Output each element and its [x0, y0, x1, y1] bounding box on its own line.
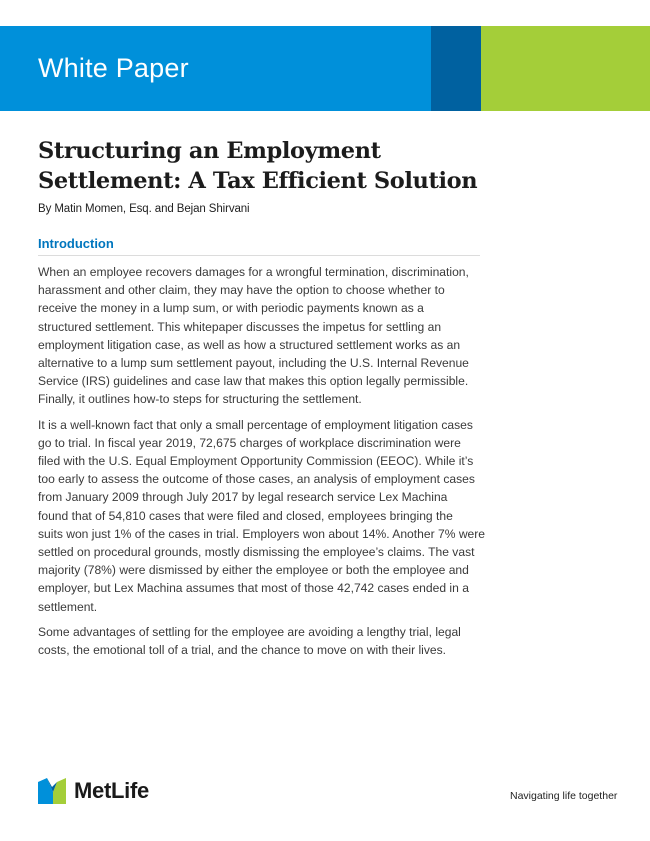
banner-accent-green: [481, 26, 650, 111]
paragraph-line: from January 2009 through July 2017 by legal research service Lex Machina: [38, 490, 448, 505]
document-title: [38, 136, 508, 196]
body-text: [38, 263, 486, 666]
paragraph-line: Some advantages of settling for the employee are avoiding a lengthy trial, legal: [38, 624, 461, 639]
paragraph-line: Service (IRS) guidelines and case law that makes this option legally permissible.: [38, 374, 469, 389]
paragraph-2: [38, 416, 486, 616]
metlife-logo-text: MetLife: [74, 778, 149, 803]
paragraph-line: too early to assess the outcome of those cases, an analysis of employment cases: [38, 472, 475, 487]
header-banner: [0, 26, 650, 111]
paragraph-line: employment litigation case, as well as how a structured settlement works as an: [38, 337, 461, 352]
paragraph-line: employer, but Lex Machina assumes that most of those 42,742 cases ended in a: [38, 581, 469, 596]
paragraph-3: [38, 623, 482, 659]
paragraph-line: When an employee recovers damages for a wrongful termination, discrimination,: [38, 265, 469, 279]
white-paper-label: White Paper: [38, 53, 189, 83]
paragraph-line: majority (78%) were dismissed by either the employee or both the employee and: [38, 563, 469, 578]
paragraph-line: filed with the U.S. Equal Employment Opportunity Commission (EEOC). While it’s: [38, 454, 474, 469]
paragraph-line: found that of 54,810 cases that were filed and closed, employees bringing the: [38, 508, 453, 523]
paragraph-line: go to trial. In fiscal year 2019, 72,675 charges of workplace discrimination were: [38, 435, 461, 450]
paragraph-line: receive the money in a lump sum, or with periodic payments known as a: [38, 301, 424, 316]
title-line-1: Structuring an Employment: [38, 138, 381, 164]
paragraph-line: costs, the emotional toll of a trial, and the chance to move on with their lives.: [38, 643, 447, 658]
paragraph-line: settlement.: [38, 599, 98, 614]
paragraph-line: suits won just 1% of the cases in trial. Employers won about 14%. Another 7% were: [38, 526, 486, 541]
paragraph-line: Finally, it outlines how-to steps for structuring the settlement.: [38, 392, 362, 407]
metlife-logo-mark-icon: [38, 778, 66, 804]
paragraph-1: [38, 263, 482, 409]
metlife-logo: [38, 777, 149, 805]
paragraph-line: settled on procedural grounds, mostly dismissing the employee’s claims. The vast: [38, 545, 475, 560]
paragraph-line: structured settlement. This whitepaper discusses the impetus for settling an: [38, 319, 442, 334]
paragraph-line: alternative to a lump sum settlement payout, including the U.S. Internal Revenue: [38, 356, 469, 371]
section-heading-introduction: Introduction: [38, 236, 114, 251]
byline: By Matin Momen, Esq. and Bejan Shirvani: [38, 203, 250, 215]
paragraph-line: harassment and other claim, they may have the option to choose whether to: [38, 283, 445, 298]
paragraph-line: It is a well-known fact that only a small percentage of employment litigation cases: [38, 417, 473, 432]
tagline: Navigating life together: [510, 790, 618, 802]
title-line-2: Settlement: A Tax Efficient Solution: [38, 168, 478, 194]
section-divider: [38, 255, 480, 256]
banner-accent-dark: [431, 26, 481, 111]
